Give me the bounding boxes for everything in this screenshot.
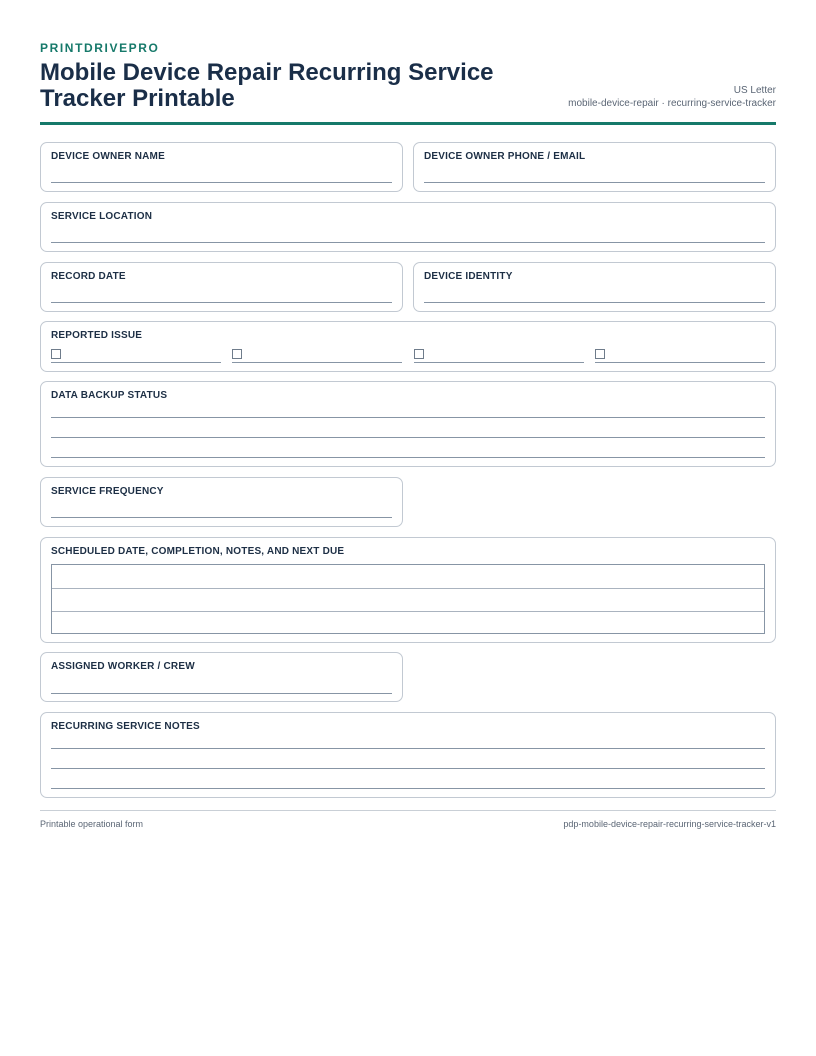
record-date-input-line[interactable]: [51, 302, 392, 303]
recurring-notes-field: [40, 712, 776, 798]
issue-checkbox-1[interactable]: [51, 349, 61, 359]
issue-option-4: [595, 349, 765, 363]
footer-divider: [40, 810, 776, 811]
data-backup-label: DATA BACKUP STATUS: [51, 390, 168, 401]
record-date-label: RECORD DATE: [51, 271, 126, 282]
schedule-table-row-divider: [52, 611, 764, 612]
service-location-field: [40, 202, 776, 252]
reported-issue-label: REPORTED ISSUE: [51, 330, 143, 341]
issue-option-2: [232, 349, 402, 363]
device-identity-input-line[interactable]: [424, 302, 765, 303]
data-backup-line-3[interactable]: [51, 457, 765, 458]
issue-checkbox-4[interactable]: [595, 349, 605, 359]
issue-option-line-3[interactable]: [414, 362, 584, 363]
service-frequency-field: [40, 477, 403, 527]
issue-option-3: [414, 349, 584, 363]
issue-checkbox-2[interactable]: [232, 349, 242, 359]
issue-option-1: [51, 349, 221, 363]
schedule-field: [40, 537, 776, 643]
recurring-notes-line-1[interactable]: [51, 748, 765, 749]
schedule-table-row-divider: [52, 588, 764, 589]
issue-option-line-2[interactable]: [232, 362, 402, 363]
page-title: Mobile Device Repair Recurring Service Tracker Printable: [40, 59, 494, 112]
schedule-table: [51, 564, 765, 634]
issue-option-line-1[interactable]: [51, 362, 221, 363]
data-backup-line-1[interactable]: [51, 417, 765, 418]
issue-option-line-4[interactable]: [595, 362, 765, 363]
data-backup-field: [40, 381, 776, 467]
service-location-input-line[interactable]: [51, 242, 765, 243]
record-date-field: [40, 262, 403, 312]
owner-contact-label: DEVICE OWNER PHONE / EMAIL: [424, 151, 586, 162]
service-frequency-input-line[interactable]: [51, 517, 392, 518]
assigned-worker-input-line[interactable]: [51, 693, 392, 694]
footer-caption: Printable operational form: [40, 819, 144, 829]
owner-name-field: [40, 142, 403, 192]
owner-name-input-line[interactable]: [51, 182, 392, 183]
owner-name-label: DEVICE OWNER NAME: [51, 151, 165, 162]
service-frequency-label: SERVICE FREQUENCY: [51, 486, 164, 497]
recurring-notes-line-2[interactable]: [51, 768, 765, 769]
recurring-notes-line-3[interactable]: [51, 788, 765, 789]
assigned-worker-label: ASSIGNED WORKER / CREW: [51, 661, 195, 672]
header-divider: [40, 122, 776, 125]
device-identity-field: [413, 262, 776, 312]
issue-checkbox-3[interactable]: [414, 349, 424, 359]
schedule-label: SCHEDULED DATE, COMPLETION, NOTES, AND NEXT DUE: [51, 546, 345, 557]
document-meta: [568, 84, 776, 110]
document-slug: mobile-device-repair · recurring-service-tracker: [568, 98, 776, 109]
owner-contact-field: [413, 142, 776, 192]
assigned-worker-field: [40, 652, 403, 702]
owner-contact-input-line[interactable]: [424, 182, 765, 183]
reported-issue-field: [40, 321, 776, 372]
device-identity-label: DEVICE IDENTITY: [424, 271, 513, 282]
form-id: pdp-mobile-device-repair-recurring-service-tracker-v1: [563, 819, 776, 829]
brand-name: PRINTDRIVEPRO: [40, 41, 160, 55]
data-backup-line-2[interactable]: [51, 437, 765, 438]
recurring-notes-label: RECURRING SERVICE NOTES: [51, 721, 200, 732]
paper-size: US Letter: [733, 85, 776, 96]
service-location-label: SERVICE LOCATION: [51, 211, 153, 222]
